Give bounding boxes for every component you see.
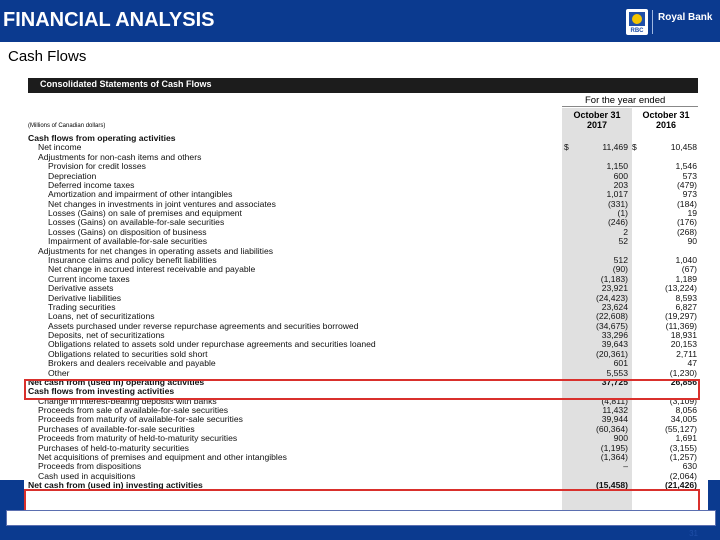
row-label: Current income taxes — [48, 273, 130, 284]
row-label: Provision for credit losses — [48, 161, 146, 172]
value-2017: 512 — [613, 254, 628, 265]
value-2016: 10,458 — [670, 142, 697, 153]
row-label: Amortization and impairment of other intangibles — [48, 189, 233, 200]
value-2017: (1) — [617, 208, 628, 218]
row-label: Proceeds from maturity of available-for-sale securities — [38, 414, 243, 425]
row-label: Net cash from (used in) operating activities — [28, 376, 205, 387]
value-2016: 34,005 — [670, 414, 697, 425]
logo-text: RBC — [630, 28, 644, 34]
period-divider — [562, 106, 698, 107]
value-2017: 39,944 — [601, 414, 628, 425]
value-2017: 1,150 — [606, 161, 628, 172]
value-2017: (60,364) — [595, 423, 628, 434]
row-label: Losses (Gains) on available-for-sale securities — [48, 217, 225, 228]
value-2016: (3,109) — [669, 395, 697, 406]
row-label: Losses (Gains) on sale of premises and equipment — [48, 208, 242, 218]
value-2017: 11,432 — [602, 405, 628, 415]
value-2017: (1,364) — [600, 451, 628, 462]
row-label: Deferred income taxes — [48, 179, 135, 190]
row-label: Purchases of held-to-maturity securities — [38, 442, 189, 453]
column-header-2016-year: 2016 — [655, 120, 677, 130]
value-2017: (24,423) — [595, 292, 628, 303]
row-label: Deposits, net of securitizations — [48, 330, 165, 340]
page-number: 31 — [689, 529, 698, 538]
footer-box — [6, 510, 716, 526]
value-2017: 11,469 — [602, 142, 628, 153]
column-header-2017-year: 2017 — [586, 120, 608, 130]
value-2016: 630 — [682, 461, 697, 472]
row-label: Net acquisitions of premises and equipment and other intangibles — [38, 451, 287, 462]
statement-header — [28, 78, 698, 93]
value-2017: (22,608) — [595, 311, 628, 322]
dollar-sign-2017: $ — [564, 142, 569, 153]
statement-title: Consolidated Statements of Cash Flows — [40, 79, 212, 89]
row-label: Assets purchased under reverse repurchase agreements and securities borrowed — [48, 320, 359, 331]
value-2017: (331) — [607, 198, 628, 209]
value-2017: (90) — [612, 264, 628, 275]
value-2016: 2,711 — [676, 348, 697, 359]
title-bar — [0, 0, 720, 42]
value-2016: (19,297) — [664, 311, 697, 322]
value-2017: 33,296 — [601, 330, 628, 340]
page-title: FINANCIAL ANALYSIS — [3, 9, 215, 31]
row-label: Adjustments for net changes in operating assets and liabilities — [38, 245, 274, 256]
value-2017: 52 — [618, 236, 628, 247]
slide-subtitle: Cash Flows — [8, 48, 87, 65]
value-2016: 573 — [682, 170, 697, 181]
value-2017: – — [623, 461, 628, 472]
row-label: Net income — [38, 142, 82, 153]
dollar-sign-2016: $ — [632, 142, 637, 153]
value-2017: 23,624 — [601, 301, 628, 312]
row-label: Insurance claims and policy benefit liabilities — [48, 254, 217, 265]
row-label: Obligations related to assets sold under repurchase agreements and securities loaned — [48, 339, 376, 350]
value-2016: (184) — [676, 198, 697, 209]
value-2017: (20,361) — [595, 348, 628, 359]
column-header-2016-date: October 31 — [642, 110, 690, 120]
value-2016: 8,593 — [675, 292, 697, 303]
value-2017: 203 — [613, 179, 628, 190]
column-header-2017 — [564, 110, 630, 130]
value-2017: (1,195) — [600, 442, 628, 453]
value-2017: 39,643 — [601, 339, 628, 350]
value-2016: 18,931 — [670, 330, 697, 340]
value-2016: 20,153 — [670, 339, 697, 350]
value-2016: 1,546 — [675, 161, 697, 172]
value-2016: 6,827 — [675, 301, 697, 312]
value-2016: 26,856 — [670, 376, 697, 387]
value-2017: 600 — [613, 170, 628, 181]
rbc-logo-icon — [626, 9, 648, 35]
investing-total-highlight — [24, 489, 700, 512]
value-2016: (55,127) — [664, 423, 697, 434]
row-label: Change in interest-bearing deposits with banks — [38, 395, 217, 406]
value-2016: (67) — [681, 264, 697, 275]
brand-name: Royal Bank — [658, 12, 713, 23]
row-label: Proceeds from dispositions — [38, 461, 142, 472]
column-header-2017-date: October 31 — [573, 110, 621, 120]
value-2016: 1,189 — [675, 273, 697, 284]
value-2016: (1,230) — [669, 367, 697, 378]
value-2017: 900 — [613, 433, 628, 444]
row-label: Proceeds from maturity of held-to-maturity securities — [38, 433, 238, 444]
value-2017: 1,017 — [606, 189, 628, 200]
value-2016: 90 — [687, 236, 697, 247]
value-2016: (268) — [676, 226, 697, 237]
value-2016: (13,224) — [664, 283, 697, 294]
operating-total-highlight — [24, 376, 700, 400]
value-2017: (15,458) — [595, 480, 628, 491]
period-label: For the year ended — [585, 95, 666, 106]
value-2016: 47 — [687, 358, 697, 369]
value-2016: 8,056 — [675, 405, 697, 415]
row-label: Net changes in investments in joint ventures and associates — [48, 198, 276, 209]
value-2016: 973 — [682, 189, 697, 200]
row-label: Other — [48, 367, 70, 378]
column-header-2016 — [634, 110, 698, 130]
lion-icon — [632, 14, 642, 24]
value-2016: (2,064) — [669, 470, 697, 481]
row-label: Obligations related to securities sold short — [48, 348, 208, 359]
value-2016: 19 — [687, 208, 697, 218]
value-2016: (176) — [676, 217, 697, 228]
row-label: Cash flows from operating activities — [28, 133, 176, 143]
value-2017: (1,183) — [600, 273, 628, 284]
value-2017: (4,811) — [601, 395, 628, 406]
value-2017: 23,921 — [601, 283, 628, 294]
row-label: Trading securities — [48, 301, 116, 312]
value-2016: (1,257) — [669, 451, 697, 462]
row-label: Adjustments for non-cash items and others — [38, 151, 202, 162]
value-2016: 1,040 — [675, 254, 697, 265]
value-2017: 37,725 — [601, 376, 628, 387]
row-label: Purchases of available-for-sale securities — [38, 423, 195, 434]
value-2017: 601 — [613, 358, 628, 369]
row-label: Losses (Gains) on disposition of business — [48, 226, 207, 237]
row-label: Net change in accrued interest receivable and payable — [48, 264, 256, 275]
value-2017: (246) — [607, 217, 628, 228]
row-label: Cash used in acquisitions — [38, 470, 136, 481]
row-label: Brokers and dealers receivable and payable — [48, 358, 216, 369]
value-2016: (11,369) — [665, 320, 697, 331]
value-2017: (34,675) — [595, 320, 628, 331]
value-2016: 1,691 — [675, 433, 697, 444]
row-label: Proceeds from sale of available-for-sale securities — [38, 405, 229, 415]
row-label: Loans, net of securitizations — [48, 311, 155, 322]
row-label: Derivative assets — [48, 283, 114, 294]
logo-divider — [652, 10, 653, 34]
row-label: Derivative liabilities — [48, 292, 122, 303]
row-label: Cash flows from investing activities — [28, 386, 175, 397]
value-2016: (3,155) — [669, 442, 697, 453]
value-2017: 5,553 — [606, 367, 628, 378]
row-label: Impairment of available-for-sale securities — [48, 236, 208, 247]
value-2016: (21,426) — [664, 480, 697, 491]
value-2017: 2 — [623, 226, 628, 237]
row-label: Depreciation — [48, 170, 97, 181]
units-note: (Millions of Canadian dollars) — [28, 123, 106, 129]
value-2016: (479) — [676, 179, 697, 190]
row-label: Net cash from (used in) investing activities — [28, 480, 203, 491]
